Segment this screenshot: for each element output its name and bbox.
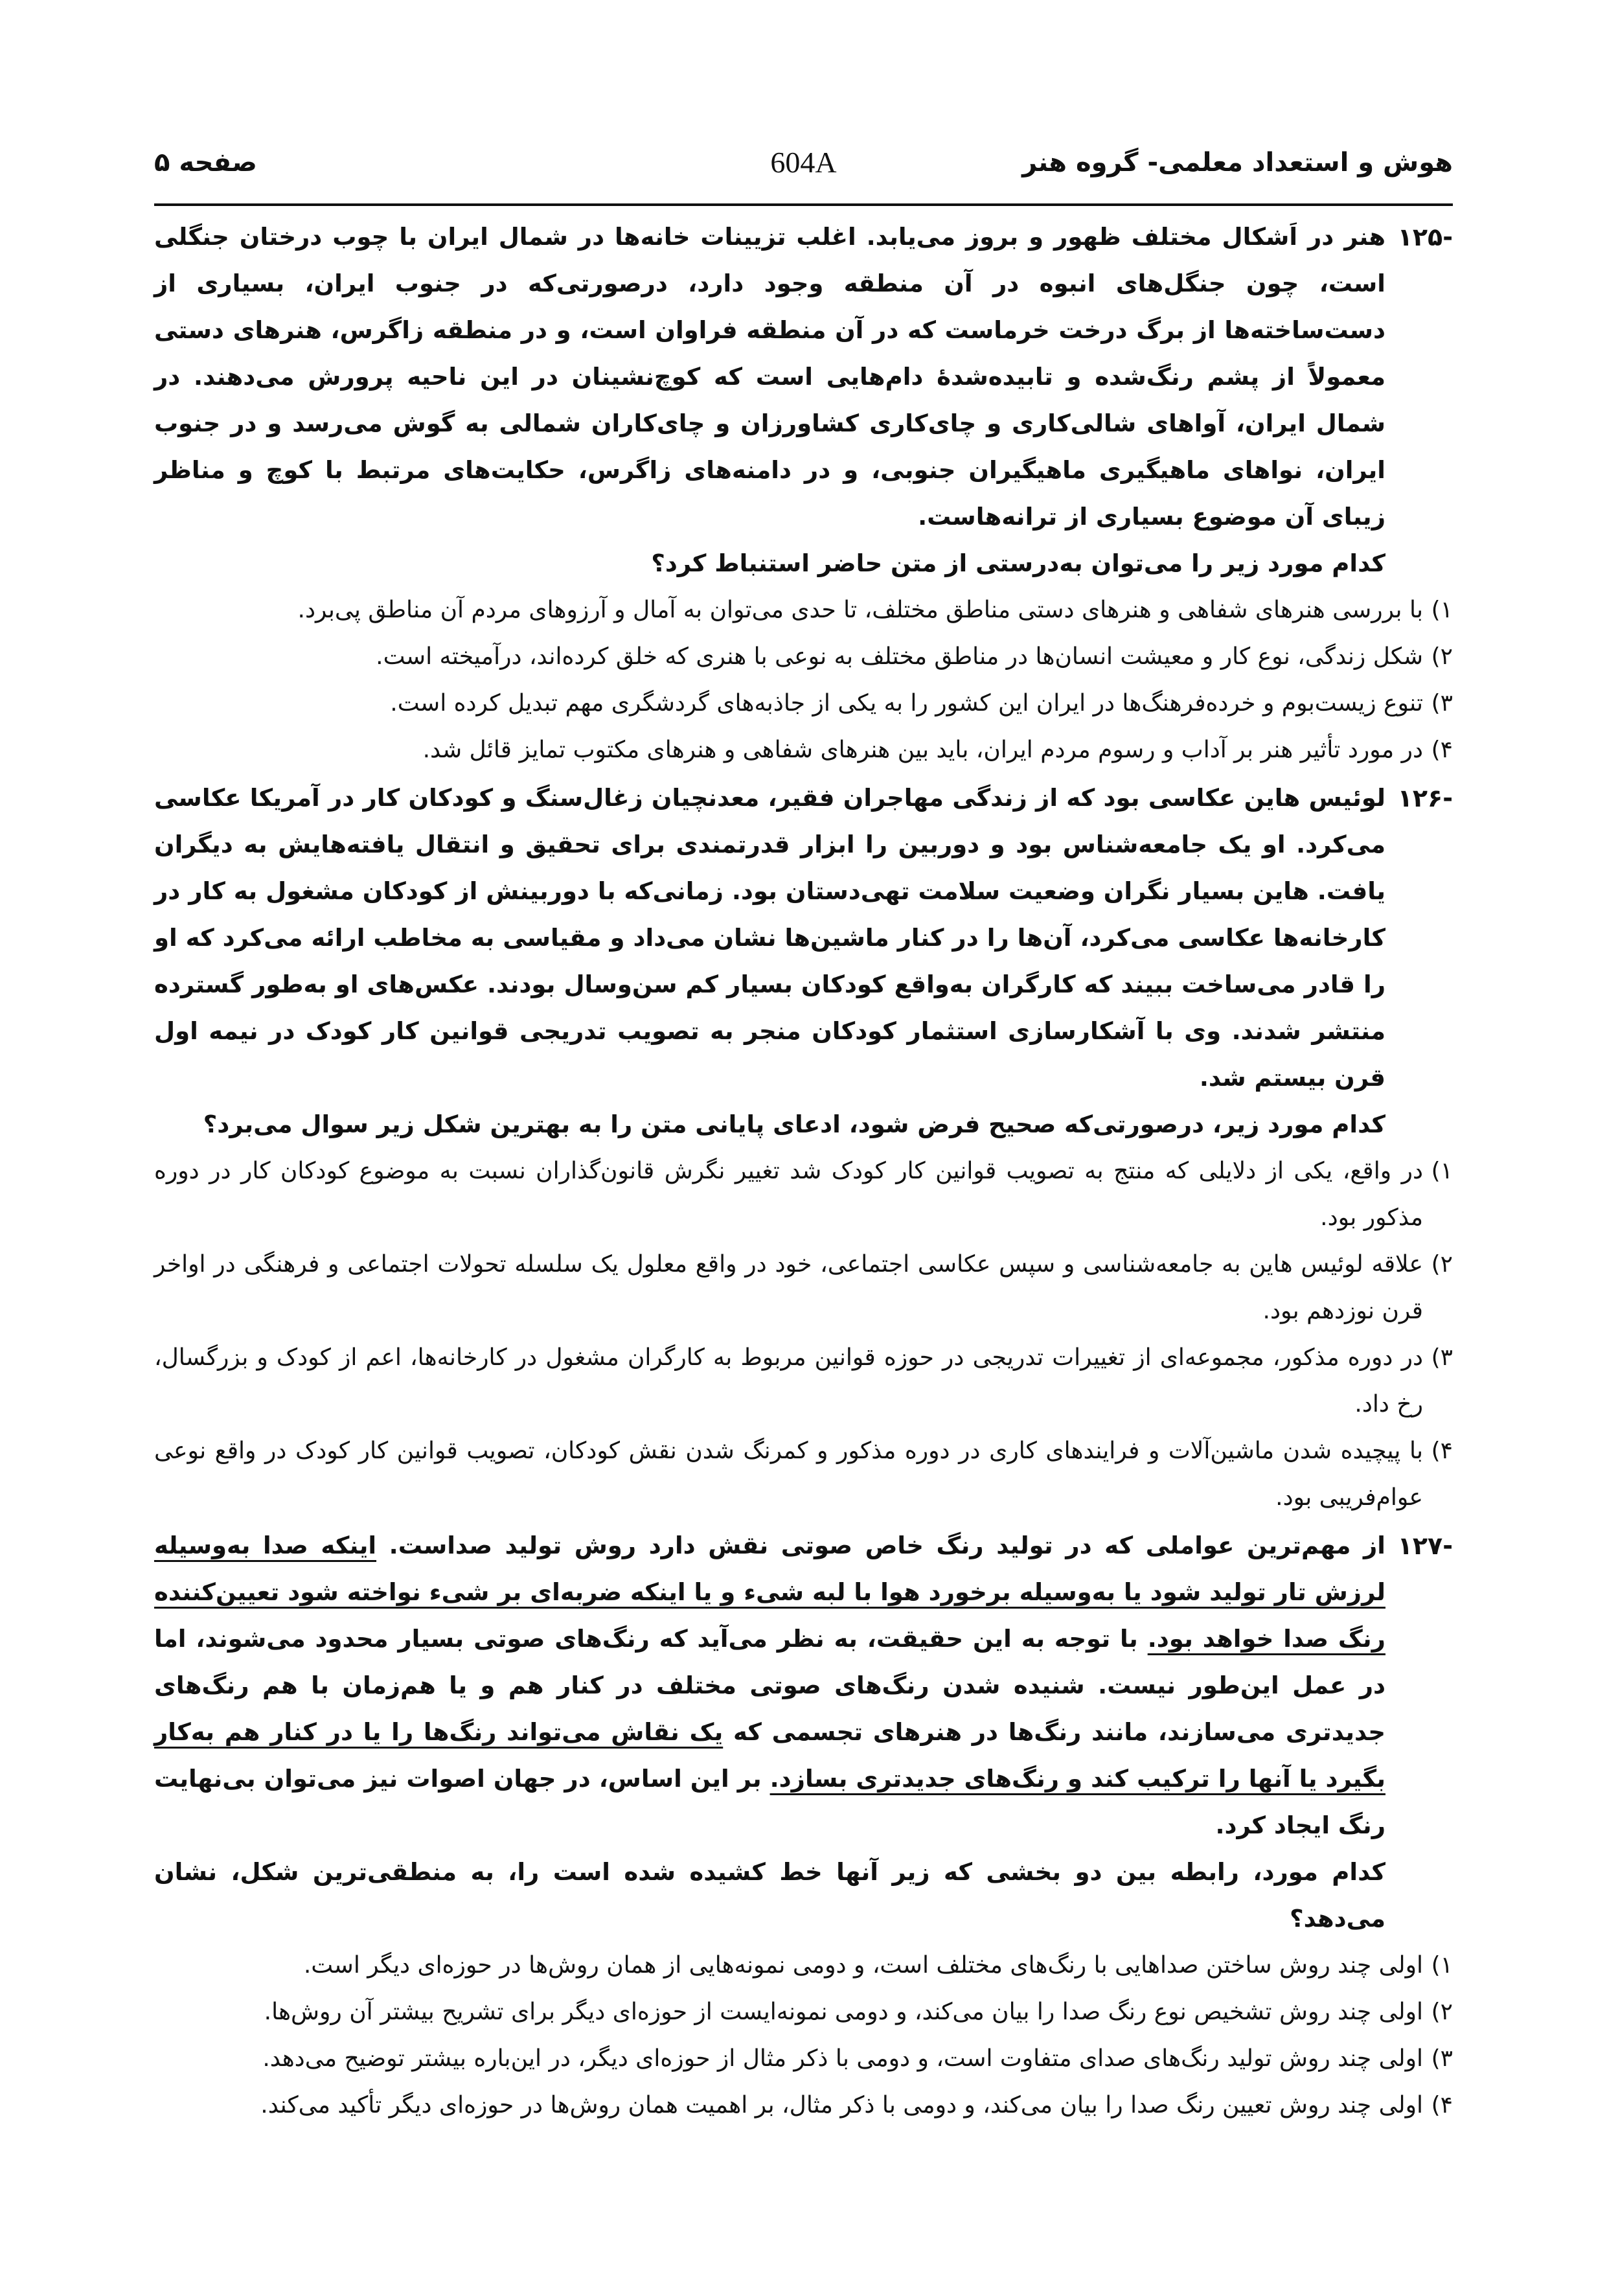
answer-option-4[interactable]	[154, 2082, 1453, 2129]
option-number: ۴)	[1431, 1438, 1453, 1464]
question-number: -۱۲۶	[1397, 784, 1453, 812]
header-divider	[154, 203, 1453, 206]
answer-option-4[interactable]	[154, 727, 1453, 774]
questions-container	[154, 214, 1453, 2130]
page-header	[154, 148, 1453, 200]
question-stem: کدام مورد، رابطه بین دو بخشی که زیر آنها خط کشیده شده است را، به منطقی‌ترین شکل، نشان می‌دهد؟	[154, 1858, 1385, 1933]
answer-options	[154, 587, 1453, 774]
option-text: در واقع، یکی از دلایلی که منتج به تصویب قوانین کار کودک شد تغییر نگرش قانون‌گذاران نسبت به موضوع کودکان کار در دوره مذکور بود.	[154, 1158, 1423, 1231]
option-number: ۱)	[1431, 1158, 1453, 1184]
question-stem: کدام مورد زیر، درصورتی‌که صحیح فرض شود، ادعای پایانی متن را به بهترین شکل زیر سوال می‌برد؟	[203, 1110, 1385, 1138]
question-passage	[154, 1522, 1385, 1849]
passage-text: بر این اساس، در جهان اصوات نیز می‌توان بی‌نهایت رنگ ایجاد کرد.	[154, 1765, 1385, 1839]
answer-option-1[interactable]	[154, 1148, 1453, 1241]
answer-option-1[interactable]	[154, 1942, 1453, 1989]
question-passage: لوئیس هاین عکاسی بود که از زندگی مهاجران فقیر، معدنچیان زغال‌سنگ و کودکان کار در آمریکا عکاسی می‌کرد. او یک جامعه‌شناس بود و دوربین را ابزار قدرتمندی برای تحقیق و انتقال یافته‌هایش به دیگران یافت. هاین بسیار نگران وضعیت سلامت تهی‌دستان بود. زمانی‌که با دوربینش از کودکان مشغول به کار در کارخانه‌ها عکاسی می‌کرد، آن‌ها را در کنار ماشین‌ها نشان می‌داد و مقیاسی به مخاطب ارائه می‌کرد که او را قادر می‌ساخت ببیند که کارگران به‌واقع کودکان بسیار کم سن‌وسال بودند. عکس‌های او به‌طور گسترده منتشر شدند. وی با آشکارسازی استثمار کودکان منجر به تصویب تدریجی قوانین کار کودک در نیمه اول قرن بیستم شد.	[154, 784, 1385, 1092]
question-125	[154, 214, 1453, 774]
option-number: ۳)	[1431, 2045, 1453, 2072]
option-text: اولی چند روش ساختن صداهایی با رنگ‌های مختلف است، و دومی نمونه‌هایی از همان روش‌ها در حوزه‌ای دیگر است.	[303, 1952, 1423, 1979]
option-number: ۲)	[1431, 1999, 1453, 2025]
option-number: ۱)	[1431, 597, 1453, 623]
option-number: ۳)	[1431, 1344, 1453, 1371]
answer-option-4[interactable]	[154, 1428, 1453, 1521]
option-number: ۲)	[1431, 643, 1453, 670]
answer-option-3[interactable]	[154, 2036, 1453, 2082]
answer-option-1[interactable]	[154, 587, 1453, 634]
passage-text: از مهم‌ترین عواملی که در تولید رنگ خاص صوتی نقش دارد روش تولید صداست.	[376, 1532, 1385, 1559]
answer-option-2[interactable]	[154, 1989, 1453, 2036]
question-126	[154, 775, 1453, 1521]
answer-option-3[interactable]	[154, 1335, 1453, 1428]
answer-option-3[interactable]	[154, 680, 1453, 727]
option-text: اولی چند روش تشخیص نوع رنگ صدا را بیان می‌کند، و دومی نمونه‌ایست از حوزه‌ای دیگر برای تشریح بیشتر آن روش‌ها.	[264, 1999, 1423, 2025]
question-number: -۱۲۵	[1397, 223, 1453, 251]
question-number: -۱۲۷	[1397, 1532, 1453, 1560]
answer-option-2[interactable]	[154, 634, 1453, 680]
booklet-code: 604A	[770, 146, 837, 179]
option-text: اولی چند روش تعیین رنگ صدا را بیان می‌کند، و دومی با ذکر مثال، بر اهمیت همان روش‌ها در حوزه‌ای دیگر تأکید می‌کند.	[260, 2092, 1423, 2118]
option-number: ۲)	[1431, 1251, 1453, 1278]
option-text: اولی چند روش تولید رنگ‌های صدای متفاوت است، و دومی با ذکر مثال از حوزه‌ای دیگر، در این‌باره بیشتر توضیح می‌دهد.	[262, 2045, 1423, 2072]
question-127	[154, 1522, 1453, 2129]
option-text: علاقه لوئیس هاین به جامعه‌شناسی و سپس عکاسی اجتماعی، خود در واقع معلول یک سلسله تحولات اجتماعی و فرهنگی در اواخر قرن نوزدهم بود.	[154, 1251, 1423, 1324]
answer-option-2[interactable]	[154, 1241, 1453, 1335]
option-text: در دوره مذکور، مجموعه‌ای از تغییرات تدریجی در حوزه قوانین مربوط به کارگران مشغول در کارخانه‌ها، اعم از کودک و بزرگسال، رخ داد.	[154, 1344, 1423, 1418]
answer-options	[154, 1148, 1453, 1521]
answer-options	[154, 1942, 1453, 2129]
option-text: شکل زندگی، نوع کار و معیشت انسان‌ها در مناطق مختلف به نوعی با هنری که خلق کرده‌اند، درآمیخته است.	[376, 643, 1423, 670]
question-stem: کدام مورد زیر را می‌توان به‌درستی از متن حاضر استنباط کرد؟	[651, 549, 1385, 577]
option-number: ۱)	[1431, 1952, 1453, 1979]
option-text: تنوع زیست‌بوم و خرده‌فرهنگ‌ها در ایران این کشور را به یکی از جاذبه‌های گردشگری مهم تبدیل کرده است.	[390, 690, 1423, 717]
page-number: صفحه ۵	[154, 148, 257, 178]
underlined-part-1: اینکه صدا به‌وسیله لرزش تار تولید شود یا به‌وسیله برخورد هوا با لبه شیء و یا اینکه ضربه‌ای بر شیء نواخته شود تعیین‌کننده رنگ صدا خواهد بود.	[154, 1532, 1385, 1653]
option-number: ۴)	[1431, 737, 1453, 763]
question-passage: هنر در اَشکال مختلف ظهور و بروز می‌یابد. اغلب تزیینات خانه‌ها در شمال ایران با چوب درختان جنگلی است، چون جنگل‌های انبوه در آن منطقه وجود دارد، درصورتی‌که در جنوب ایران، بسیاری از دست‌ساخته‌ها از برگ درخت خرماست که در آن منطقه فراوان است، و در منطقه زاگرس، هنرهای دستی معمولاً از پشم رنگ‌شده و تابیده‌شدهٔ دام‌هایی است که کوچ‌نشینان در این ناحیه پرورش می‌دهند. در شمال ایران، آواهای شالی‌کاری و چای‌کاری کشاورزان و چای‌کاران شمالی به گوش می‌رسد و در جنوب ایران، نواهای ماهیگیری ماهیگیران جنوبی، و در دامنه‌های زاگرس، حکایت‌های مرتبط با کوچ و مناظر زیبای آن موضوع بسیاری از ترانه‌هاست.	[154, 223, 1385, 531]
option-number: ۳)	[1431, 690, 1453, 717]
option-text: در مورد تأثیر هنر بر آداب و رسوم مردم ایران، باید بین هنرهای شفاهی و هنرهای مکتوب تمایز قائل شد.	[422, 737, 1423, 763]
exam-title: هوش و استعداد معلمی- گروه هنر	[1022, 148, 1453, 178]
passage-text: با توجه به این حقیقت، به نظر می‌آید که رنگ‌های صوتی بسیار محدود می‌شوند، اما در عمل این‌طور نیست. شنیده شدن رنگ‌های صوتی مختلف در کنار هم و یا هم‌زمان با هم رنگ‌های جدیدتری می‌سازند، مانند رنگ‌ها در هنرهای تجسمی که	[154, 1625, 1385, 1746]
option-text: با پیچیده شدن ماشین‌آلات و فرایندهای کاری در دوره مذکور و کمرنگ شدن نقش کودکان، تصویب قوانین کار کودک در واقع نوعی عوام‌فریبی بود.	[154, 1438, 1423, 1511]
option-text: با بررسی هنرهای شفاهی و هنرهای دستی مناطق مختلف، تا حدی می‌توان به آمال و آرزوهای مردم آن مناطق پی‌برد.	[297, 597, 1423, 623]
option-number: ۴)	[1431, 2092, 1453, 2118]
underlined-part-2: یک نقاش می‌تواند رنگ‌ها را یا در کنار هم به‌کار بگیرد یا آنها را ترکیب کند و رنگ‌های جدیدتری بسازد.	[154, 1718, 1385, 1793]
